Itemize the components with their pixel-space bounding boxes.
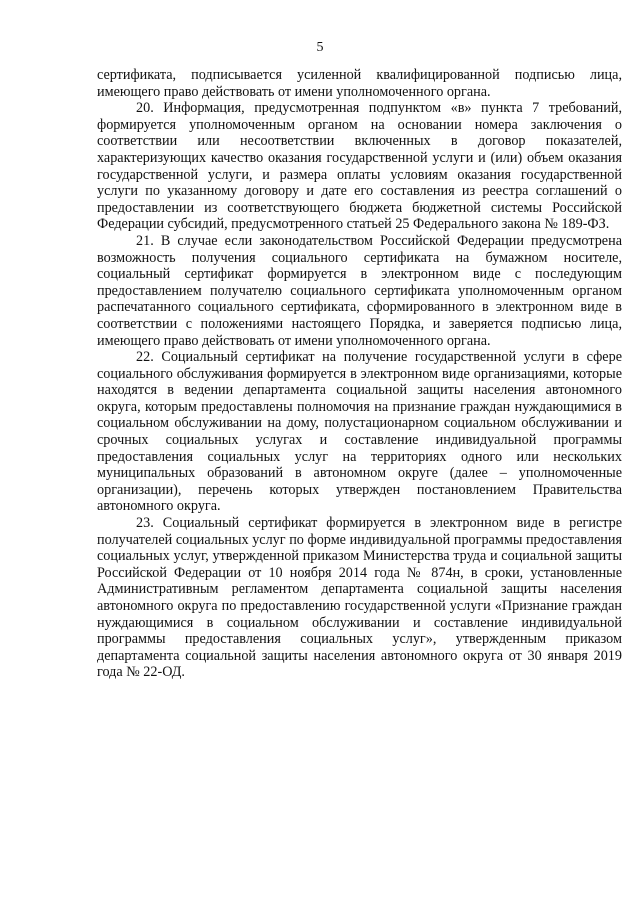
paragraph-23: 23. Социальный сертификат формируется в электронном виде в регистре получателей социальных услуг по форме индивидуальной программы предоставления социальных услуг, утвержденной приказом Министерства труда и социальной защиты Российской Федерации от 10 ноября 2014 года № 874н, в сроки, установленные Административным регламентом департамента социальной защиты населения автономного округа по предоставлению государственной услуги «Признание граждан нуждающимися в социальном обслуживании и составление индивидуальной программы предоставления социальных услуг», утвержденным приказом департамента социальной защиты населения автономного округа от 30 января 2019 года № 22-ОД. <box>97 515 622 681</box>
document-body <box>97 67 622 681</box>
paragraph-20: 20. Информация, предусмотренная подпунктом «в» пункта 7 требований, формируется уполномоченным органом на основании номера заключения о соответствии или несоответствии включенных в договор показателей, характеризующих качество оказания государственной услуги и (или) объем оказания государственной услуги, и размера оплаты условиям оказания государственной услуги по указанному договору и дате его составления из реестра соглашений о предоставлении из соответствующего бюджета бюджетной системы Российской Федерации субсидий, предусмотренного статьей 25 Федерального закона № 189-ФЗ. <box>97 100 622 233</box>
page-number: 5 <box>316 40 324 55</box>
paragraph-21: 21. В случае если законодательством Российской Федерации предусмотрена возможность получения социального сертификата на бумажном носителе, социальный сертификат формируется в электронном виде с последующим предоставлением получателю социального сертификата уполномоченным органом распечатанного социального сертификата, сформированного в электронном виде в соответствии с положениями настоящего Порядка, и заверяется подписью лица, имеющего право действовать от имени уполномоченного органа. <box>97 232 622 349</box>
paragraph-continuation: сертификата, подписывается усиленной квалифицированной подписью лица, имеющего право действовать от имени уполномоченного органа. <box>97 67 622 100</box>
paragraph-22: 22. Социальный сертификат на получение государственной услуги в сфере социального обслуживания формируется в электронном виде организациями, которые находятся в ведении департамента социальной защиты населения автономного округа, которым предоставлены полномочия на признание граждан нуждающимися в социальном обслуживании на дому, полустационарном социальном обслуживании и срочных социальных услугах и составление индивидуальной программы предоставления социальных услуг на территориях одного или нескольких муниципальных образований в автономном округе (далее – уполномоченные организации), перечень которых утвержден постановлением Правительства автономного округа. <box>97 349 622 515</box>
